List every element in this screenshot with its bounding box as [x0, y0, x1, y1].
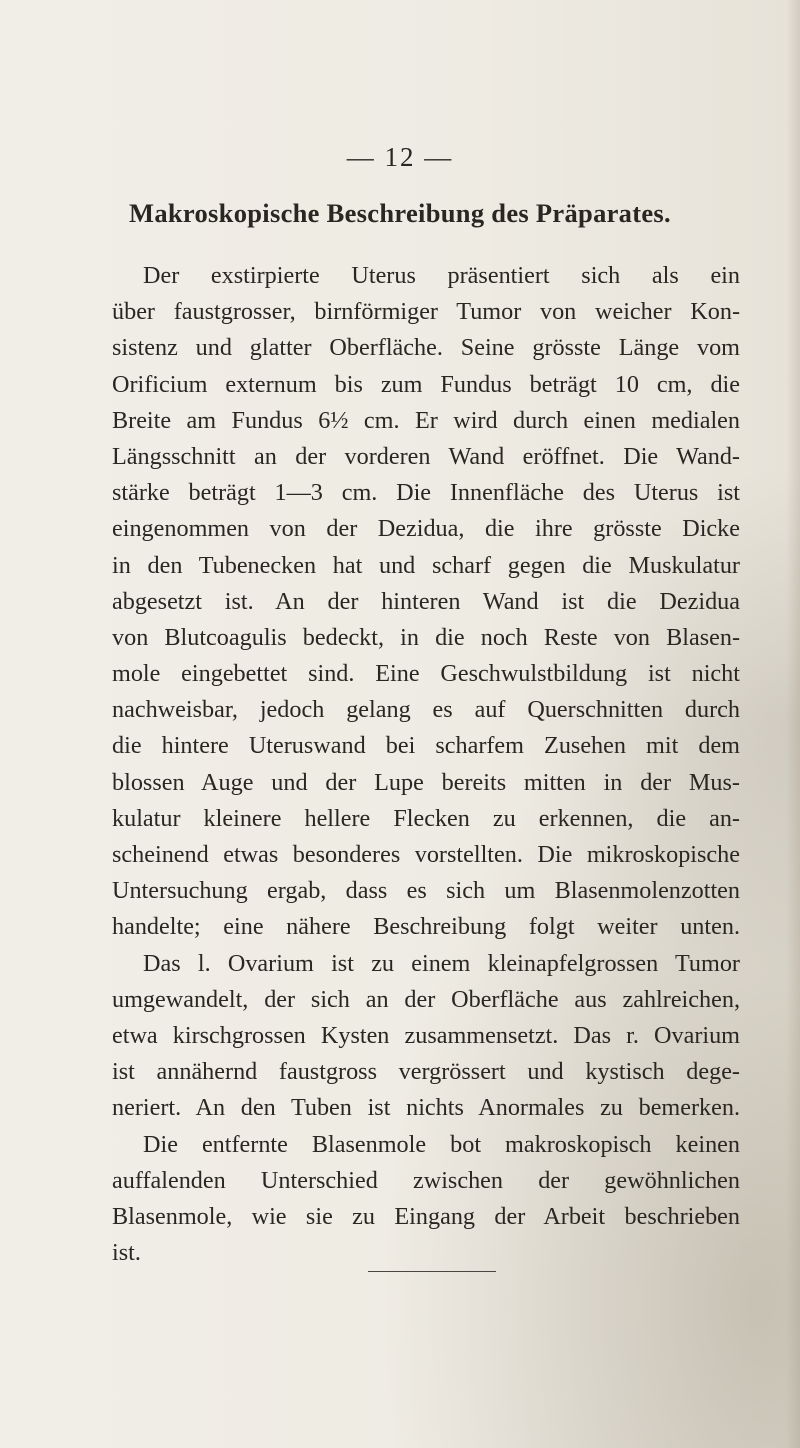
text-line: Blasenmole, wie sie zu Eingang der Arbeit beschrieben — [112, 1202, 740, 1230]
body-text — [112, 258, 740, 1271]
text-line: Das l. Ovarium ist zu einem kleinapfelgrossen Tumor — [143, 949, 740, 977]
section-separator-rule — [368, 1271, 496, 1272]
text-line: blossen Auge und der Lupe bereits mitten in der Mus- — [112, 768, 740, 796]
text-line: ist. — [112, 1239, 141, 1267]
text-line: umgewandelt, der sich an der Oberfläche aus zahlreichen, — [112, 985, 740, 1013]
text-line: Orificium externum bis zum Fundus beträgt 10 cm, die — [112, 370, 740, 398]
text-line: Breite am Fundus 6½ cm. Er wird durch einen medialen — [112, 406, 740, 434]
text-line: Untersuchung ergab, dass es sich um Blasenmolenzotten — [112, 877, 740, 905]
text-line: sistenz und glatter Oberfläche. Seine grösste Länge vom — [112, 334, 740, 362]
text-line: auffalenden Unterschied zwischen der gewöhnlichen — [112, 1166, 740, 1194]
text-line: etwa kirschgrossen Kysten zusammensetzt. Das r. Ovarium — [112, 1021, 740, 1049]
text-line: ist annähernd faustgross vergrössert und kystisch dege- — [112, 1058, 740, 1086]
text-line: in den Tubenecken hat und scharf gegen die Muskulatur — [112, 551, 740, 579]
text-line: Die entfernte Blasenmole bot makroskopisch keinen — [143, 1130, 740, 1158]
text-line: handelte; eine nähere Beschreibung folgt weiter unten. — [112, 913, 740, 941]
text-line: Längsschnitt an der vorderen Wand eröffnet. Die Wand- — [112, 442, 740, 470]
text-line: Der exstirpierte Uterus präsentiert sich als ein — [143, 262, 740, 289]
text-line: mole eingebettet sind. Eine Geschwulstbildung ist nicht — [112, 660, 740, 688]
text-line: kulatur kleinere hellere Flecken zu erkennen, die an- — [112, 804, 740, 832]
text-line: nachweisbar, jedoch gelang es auf Querschnitten durch — [112, 696, 740, 724]
text-line: eingenommen von der Dezidua, die ihre grösste Dicke — [112, 515, 740, 543]
text-line: scheinend etwas besonderes vorstellten. Die mikroskopische — [112, 841, 740, 868]
text-line: über faustgrosser, birnförmiger Tumor von weicher Kon- — [112, 298, 740, 326]
text-line: von Blutcoagulis bedeckt, in die noch Reste von Blasen- — [112, 623, 740, 651]
text-line: stärke beträgt 1—3 cm. Die Innenfläche des Uterus ist — [112, 479, 740, 507]
text-line: neriert. An den Tuben ist nichts Anormales zu bemerken. — [112, 1094, 740, 1122]
page-number: — 12 — — [346, 142, 454, 172]
text-line: die hintere Uteruswand bei scharfem Zusehen mit dem — [112, 732, 740, 760]
section-heading: Makroskopische Beschreibung des Präparates. — [129, 198, 671, 228]
text-line: abgesetzt ist. An der hinteren Wand ist die Dezidua — [112, 587, 740, 615]
